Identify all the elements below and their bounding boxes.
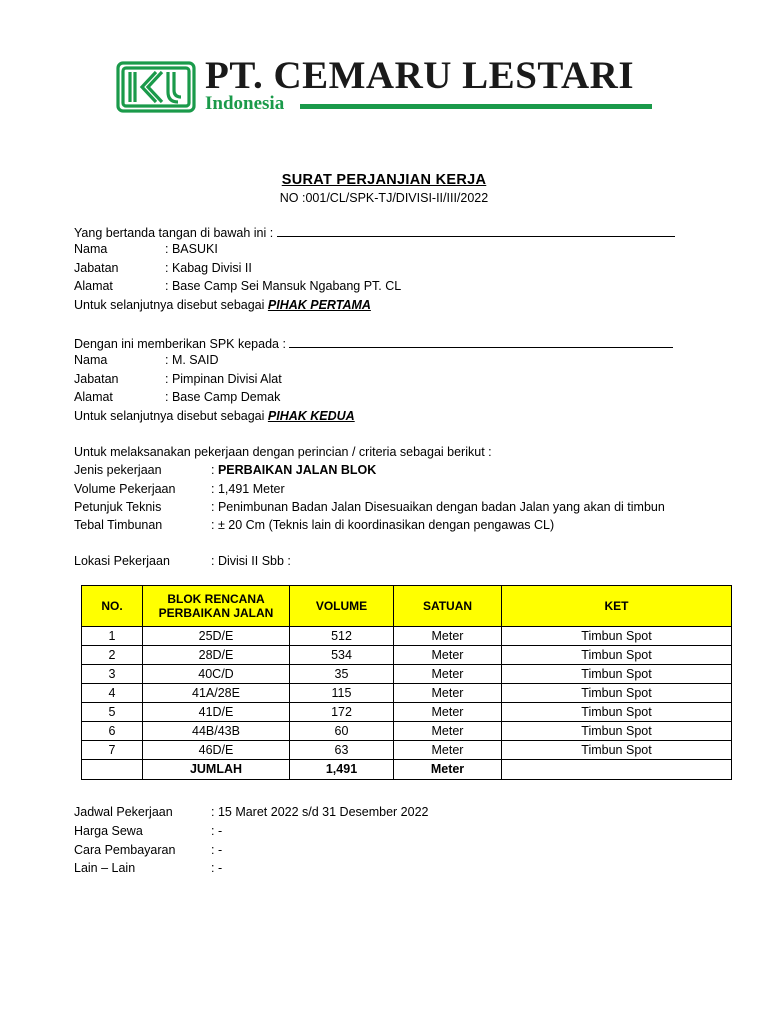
field-value: : - xyxy=(211,843,223,857)
pihak-pertama-intro: Yang bertanda tangan di bawah ini : xyxy=(74,225,675,240)
cell-total-label: JUMLAH xyxy=(143,760,290,780)
pihak-kedua-closing: Untuk selanjutnya disebut sebagai PIHAK KEDUA xyxy=(74,409,355,423)
cell-volume: 35 xyxy=(290,665,394,684)
cell-ket: Timbun Spot xyxy=(502,684,732,703)
party-label: PIHAK KEDUA xyxy=(267,409,355,423)
table-row xyxy=(82,703,732,722)
column-header-satuan: SATUAN xyxy=(394,586,502,627)
field-label: Jabatan xyxy=(74,261,119,275)
company-name: PT. CEMARU LESTARI xyxy=(205,54,635,97)
cell-satuan: Meter xyxy=(394,684,502,703)
cell-ket: Timbun Spot xyxy=(502,722,732,741)
cell-satuan: Meter xyxy=(394,722,502,741)
cell-ket: Timbun Spot xyxy=(502,665,732,684)
table-row xyxy=(82,684,732,703)
pihak-kedua-intro: Dengan ini memberikan SPK kepada : xyxy=(74,336,673,351)
field-label: Petunjuk Teknis xyxy=(74,500,162,514)
cell-volume: 60 xyxy=(290,722,394,741)
cell-blok: 41A/28E xyxy=(143,684,290,703)
cell-blok: 44B/43B xyxy=(143,722,290,741)
cell-volume: 63 xyxy=(290,741,394,760)
company-subtitle: Indonesia xyxy=(205,93,285,114)
field-value: : PERBAIKAN JALAN BLOK xyxy=(211,463,377,477)
field-label: Volume Pekerjaan xyxy=(74,482,176,496)
company-logo xyxy=(116,60,196,114)
cell-satuan: Meter xyxy=(394,665,502,684)
pekerjaan-intro: Untuk melaksanakan pekerjaan dengan perincian / criteria sebagai berikut : xyxy=(74,445,492,459)
column-header-blok: BLOK RENCANA PERBAIKAN JALAN xyxy=(143,586,290,627)
table-total-row xyxy=(82,760,732,780)
table-row xyxy=(82,722,732,741)
cell-no: 3 xyxy=(82,665,143,684)
table-header-row xyxy=(82,586,732,627)
cell-volume: 534 xyxy=(290,646,394,665)
cell-total-volume: 1,491 xyxy=(290,760,394,780)
field-value: : BASUKI xyxy=(165,242,218,256)
field-value: : - xyxy=(211,861,223,875)
cell-ket: Timbun Spot xyxy=(502,627,732,646)
cell-volume: 512 xyxy=(290,627,394,646)
field-label: Lokasi Pekerjaan xyxy=(74,554,170,568)
cell-blok: 40C/D xyxy=(143,665,290,684)
cell-blok: 28D/E xyxy=(143,646,290,665)
cell-blok: 41D/E xyxy=(143,703,290,722)
field-value: : Penimbunan Badan Jalan Disesuaikan dengan badan Jalan yang akan di timbun xyxy=(211,500,665,514)
signature-blank xyxy=(277,225,675,237)
cell-volume: 115 xyxy=(290,684,394,703)
field-label: Nama xyxy=(74,242,108,256)
cell-no: 7 xyxy=(82,741,143,760)
cell-blok: 46D/E xyxy=(143,741,290,760)
cell-volume: 172 xyxy=(290,703,394,722)
field-value: : - xyxy=(211,824,223,838)
cell-total-satuan: Meter xyxy=(394,760,502,780)
field-value: : ± 20 Cm (Teknis lain di koordinasikan dengan pengawas CL) xyxy=(211,518,555,532)
field-label: Jadwal Pekerjaan xyxy=(74,805,173,819)
cell-ket xyxy=(502,760,732,780)
field-value: : M. SAID xyxy=(165,353,219,367)
table-row xyxy=(82,646,732,665)
party-label: PIHAK PERTAMA xyxy=(267,298,371,312)
field-value: : Base Camp Sei Mansuk Ngabang PT. CL xyxy=(165,279,402,293)
field-label: Nama xyxy=(74,353,108,367)
table-row xyxy=(82,665,732,684)
cell-no: 4 xyxy=(82,684,143,703)
cell-ket: Timbun Spot xyxy=(502,703,732,722)
cell-blok: 25D/E xyxy=(143,627,290,646)
field-label: Tebal Timbunan xyxy=(74,518,163,532)
document-title: SURAT PERJANJIAN KERJA xyxy=(281,172,487,188)
field-label: Lain – Lain xyxy=(74,861,136,875)
cell-no xyxy=(82,760,143,780)
cell-satuan: Meter xyxy=(394,646,502,665)
cell-ket: Timbun Spot xyxy=(502,646,732,665)
column-header-volume: VOLUME xyxy=(290,586,394,627)
document-number: NO :001/CL/SPK-TJ/DIVISI-II/III/2022 xyxy=(279,191,489,205)
cell-satuan: Meter xyxy=(394,703,502,722)
field-label: Jenis pekerjaan xyxy=(74,463,162,477)
cell-no: 6 xyxy=(82,722,143,741)
field-label: Harga Sewa xyxy=(74,824,143,838)
field-label: Cara Pembayaran xyxy=(74,843,176,857)
field-label: Jabatan xyxy=(74,372,119,386)
cell-ket: Timbun Spot xyxy=(502,741,732,760)
field-value: : 1,491 Meter xyxy=(211,482,285,496)
field-value: : Base Camp Demak xyxy=(165,390,281,404)
field-label: Alamat xyxy=(74,390,113,404)
header-rule xyxy=(300,104,652,109)
cell-satuan: Meter xyxy=(394,741,502,760)
table-row xyxy=(82,627,732,646)
field-value: : Pimpinan Divisi Alat xyxy=(165,372,282,386)
pihak-pertama-closing: Untuk selanjutnya disebut sebagai PIHAK PERTAMA xyxy=(74,298,371,312)
field-value: : Kabag Divisi II xyxy=(165,261,252,275)
work-table xyxy=(81,585,732,780)
field-label: Alamat xyxy=(74,279,113,293)
cell-no: 2 xyxy=(82,646,143,665)
field-value: : Divisi II Sbb : xyxy=(211,554,291,568)
cell-no: 5 xyxy=(82,703,143,722)
field-value: : 15 Maret 2022 s/d 31 Desember 2022 xyxy=(211,805,429,819)
table-row xyxy=(82,741,732,760)
cell-satuan: Meter xyxy=(394,627,502,646)
column-header-no: NO. xyxy=(82,586,143,627)
cell-no: 1 xyxy=(82,627,143,646)
column-header-ket: KET xyxy=(502,586,732,627)
signature-blank xyxy=(289,336,673,348)
